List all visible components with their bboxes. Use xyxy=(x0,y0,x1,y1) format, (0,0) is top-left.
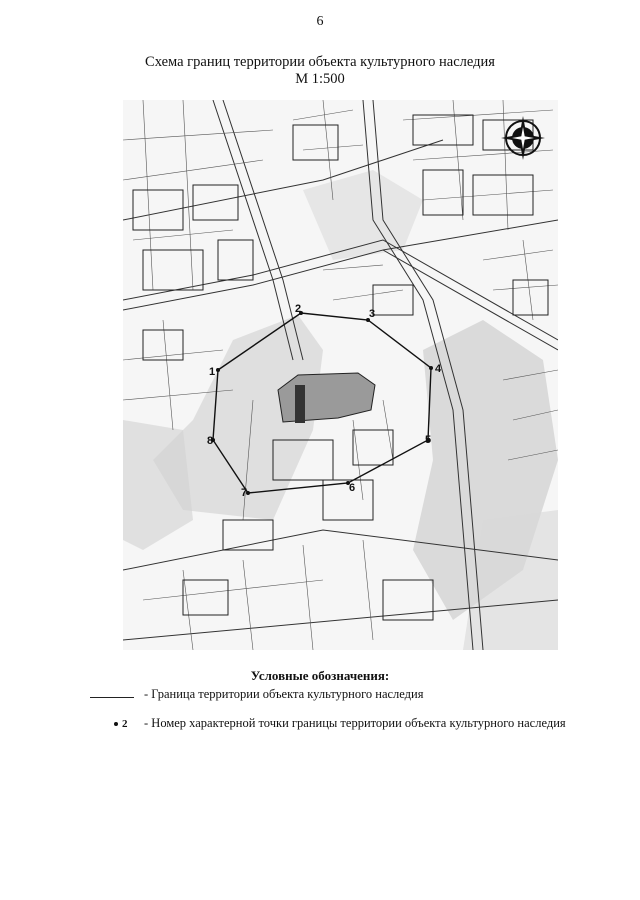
boundary-point-label: 2 xyxy=(295,303,302,315)
page-number: 6 xyxy=(316,14,324,29)
boundary-point-label: 8 xyxy=(207,435,214,447)
boundary-point-label: 1 xyxy=(209,366,216,378)
cadastral-map xyxy=(123,100,558,650)
boundary-point-label: 5 xyxy=(425,434,432,446)
map-svg xyxy=(123,100,558,650)
boundary-point-label: 4 xyxy=(435,363,442,375)
legend-item-text: - Граница территории объекта культурного наследия xyxy=(144,687,424,701)
legend-item-point xyxy=(90,716,566,731)
boundary-line-symbol xyxy=(90,685,134,698)
boundary-point-label: 7 xyxy=(241,487,248,499)
legend-item-text: - Номер характерной точки границы территории объекта культурного наследия xyxy=(144,716,566,730)
boundary-point-label: 3 xyxy=(369,308,376,320)
map-title: Схема границ территории объекта культурного наследия xyxy=(145,54,495,70)
legend-title: Условные обозначения: xyxy=(250,668,390,683)
legend-item-boundary xyxy=(90,685,423,702)
boundary-point-label: 6 xyxy=(349,482,356,494)
point-symbol-label: 2 xyxy=(122,718,128,730)
boundary-point-symbol xyxy=(90,718,134,730)
map-scale: М 1:500 xyxy=(295,71,345,87)
heritage-object xyxy=(278,373,375,423)
point-dot-icon xyxy=(114,722,118,726)
